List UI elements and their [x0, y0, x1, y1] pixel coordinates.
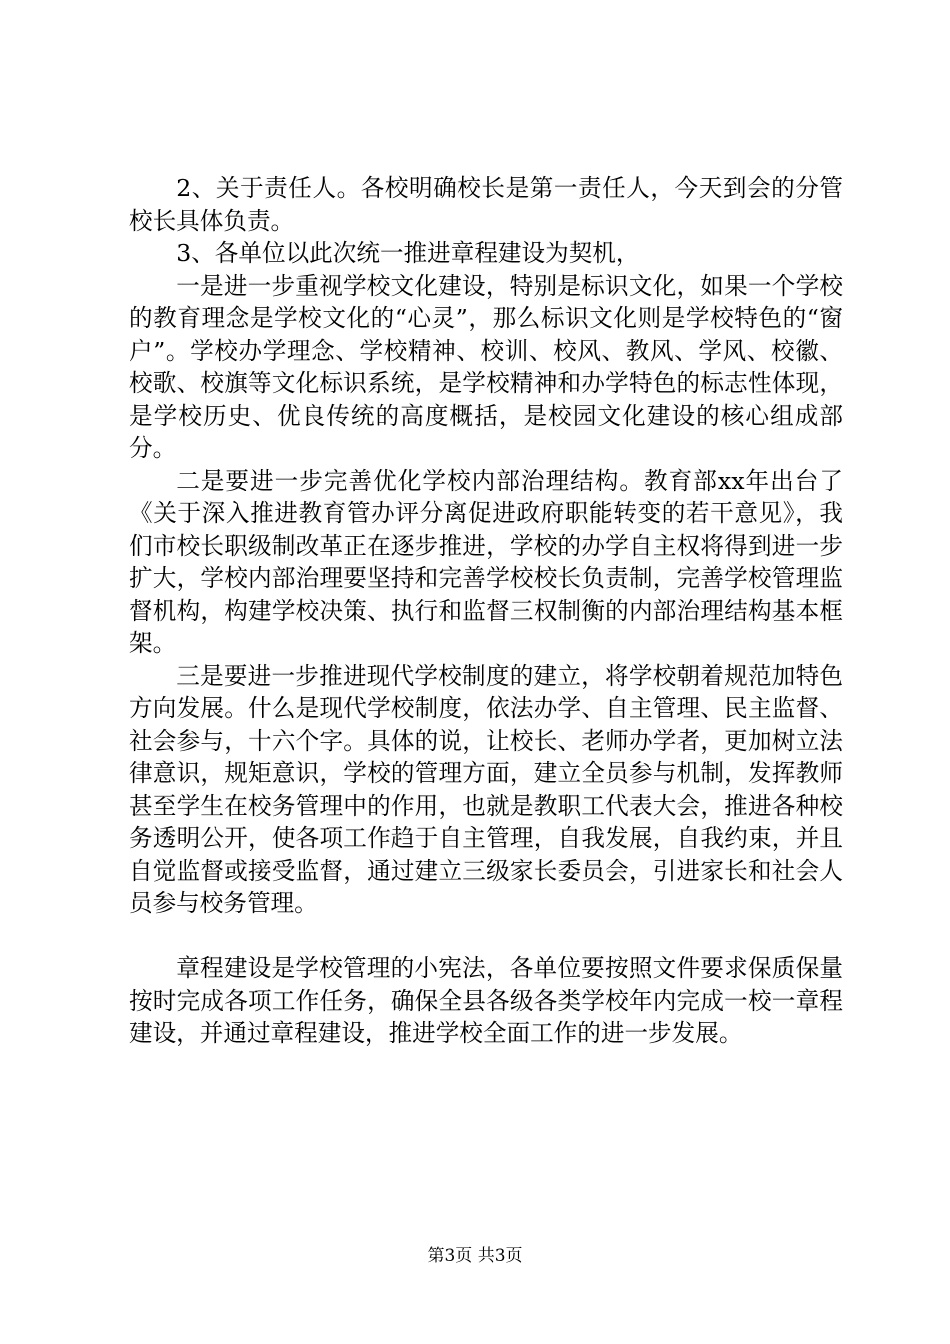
paragraph-charter-opportunity: 3、各单位以此次统一推进章程建设为契机， [176, 239, 640, 267]
paragraph-conclusion: 章程建设是学校管理的小宪法，各单位要按照文件要求保质保量按时完成各项工作任务，确保全县各级各类学校年内完成一校一章程建设，并通过章程建设，推进学校全面工作的进一步发展。 [129, 954, 843, 1047]
page-number-footer: 第3页 共3页 [427, 1246, 523, 1266]
paragraph-responsible-person: 2、关于责任人。各校明确校长是第一责任人，今天到会的分管校长具体负责。 [129, 174, 843, 235]
document-body [129, 172, 843, 1050]
paragraph-modern-school-system: 三是要进一步推进现代学校制度的建立，将学校朝着规范加特色方向发展。什么是现代学校制度，依法办学、自主管理、民主监督、社会参与，十六个字。具体的说，让校长、老师办学者，更加树立法律意识，规矩意识，学校的管理方面，建立全员参与机制，发挥教师甚至学生在校务管理中的作用，也就是教职工代表大会，推进各种校务透明公开，使各项工作趋于自主管理，自我发展，自我约束，并且自觉监督或接受监督，通过建立三级家长委员会，引进家长和社会人员参与校务管理。 [129, 661, 843, 917]
paragraph-school-culture: 一是进一步重视学校文化建设，特别是标识文化，如果一个学校的教育理念是学校文化的“心灵”，那么标识文化则是学校特色的“窗户”。学校办学理念、学校精神、校训、校风、教风、学风、校徽、校歌、校旗等文化标识系统，是学校精神和办学特色的标志性体现，是学校历史、优良传统的高度概括，是校园文化建设的核心组成部分。 [129, 271, 843, 462]
paragraph-internal-governance: 二是要进一步完善优化学校内部治理结构。教育部xx年出台了《关于深入推进教育管办评分离促进政府职能转变的若干意见》，我们市校长职级制改革正在逐步推进，学校的办学自主权将得到进一步扩大，学校内部治理要坚持和完善学校校长负责制，完善学校管理监督机构，构建学校决策、执行和监督三权制衡的内部治理结构基本框架。 [129, 466, 843, 657]
